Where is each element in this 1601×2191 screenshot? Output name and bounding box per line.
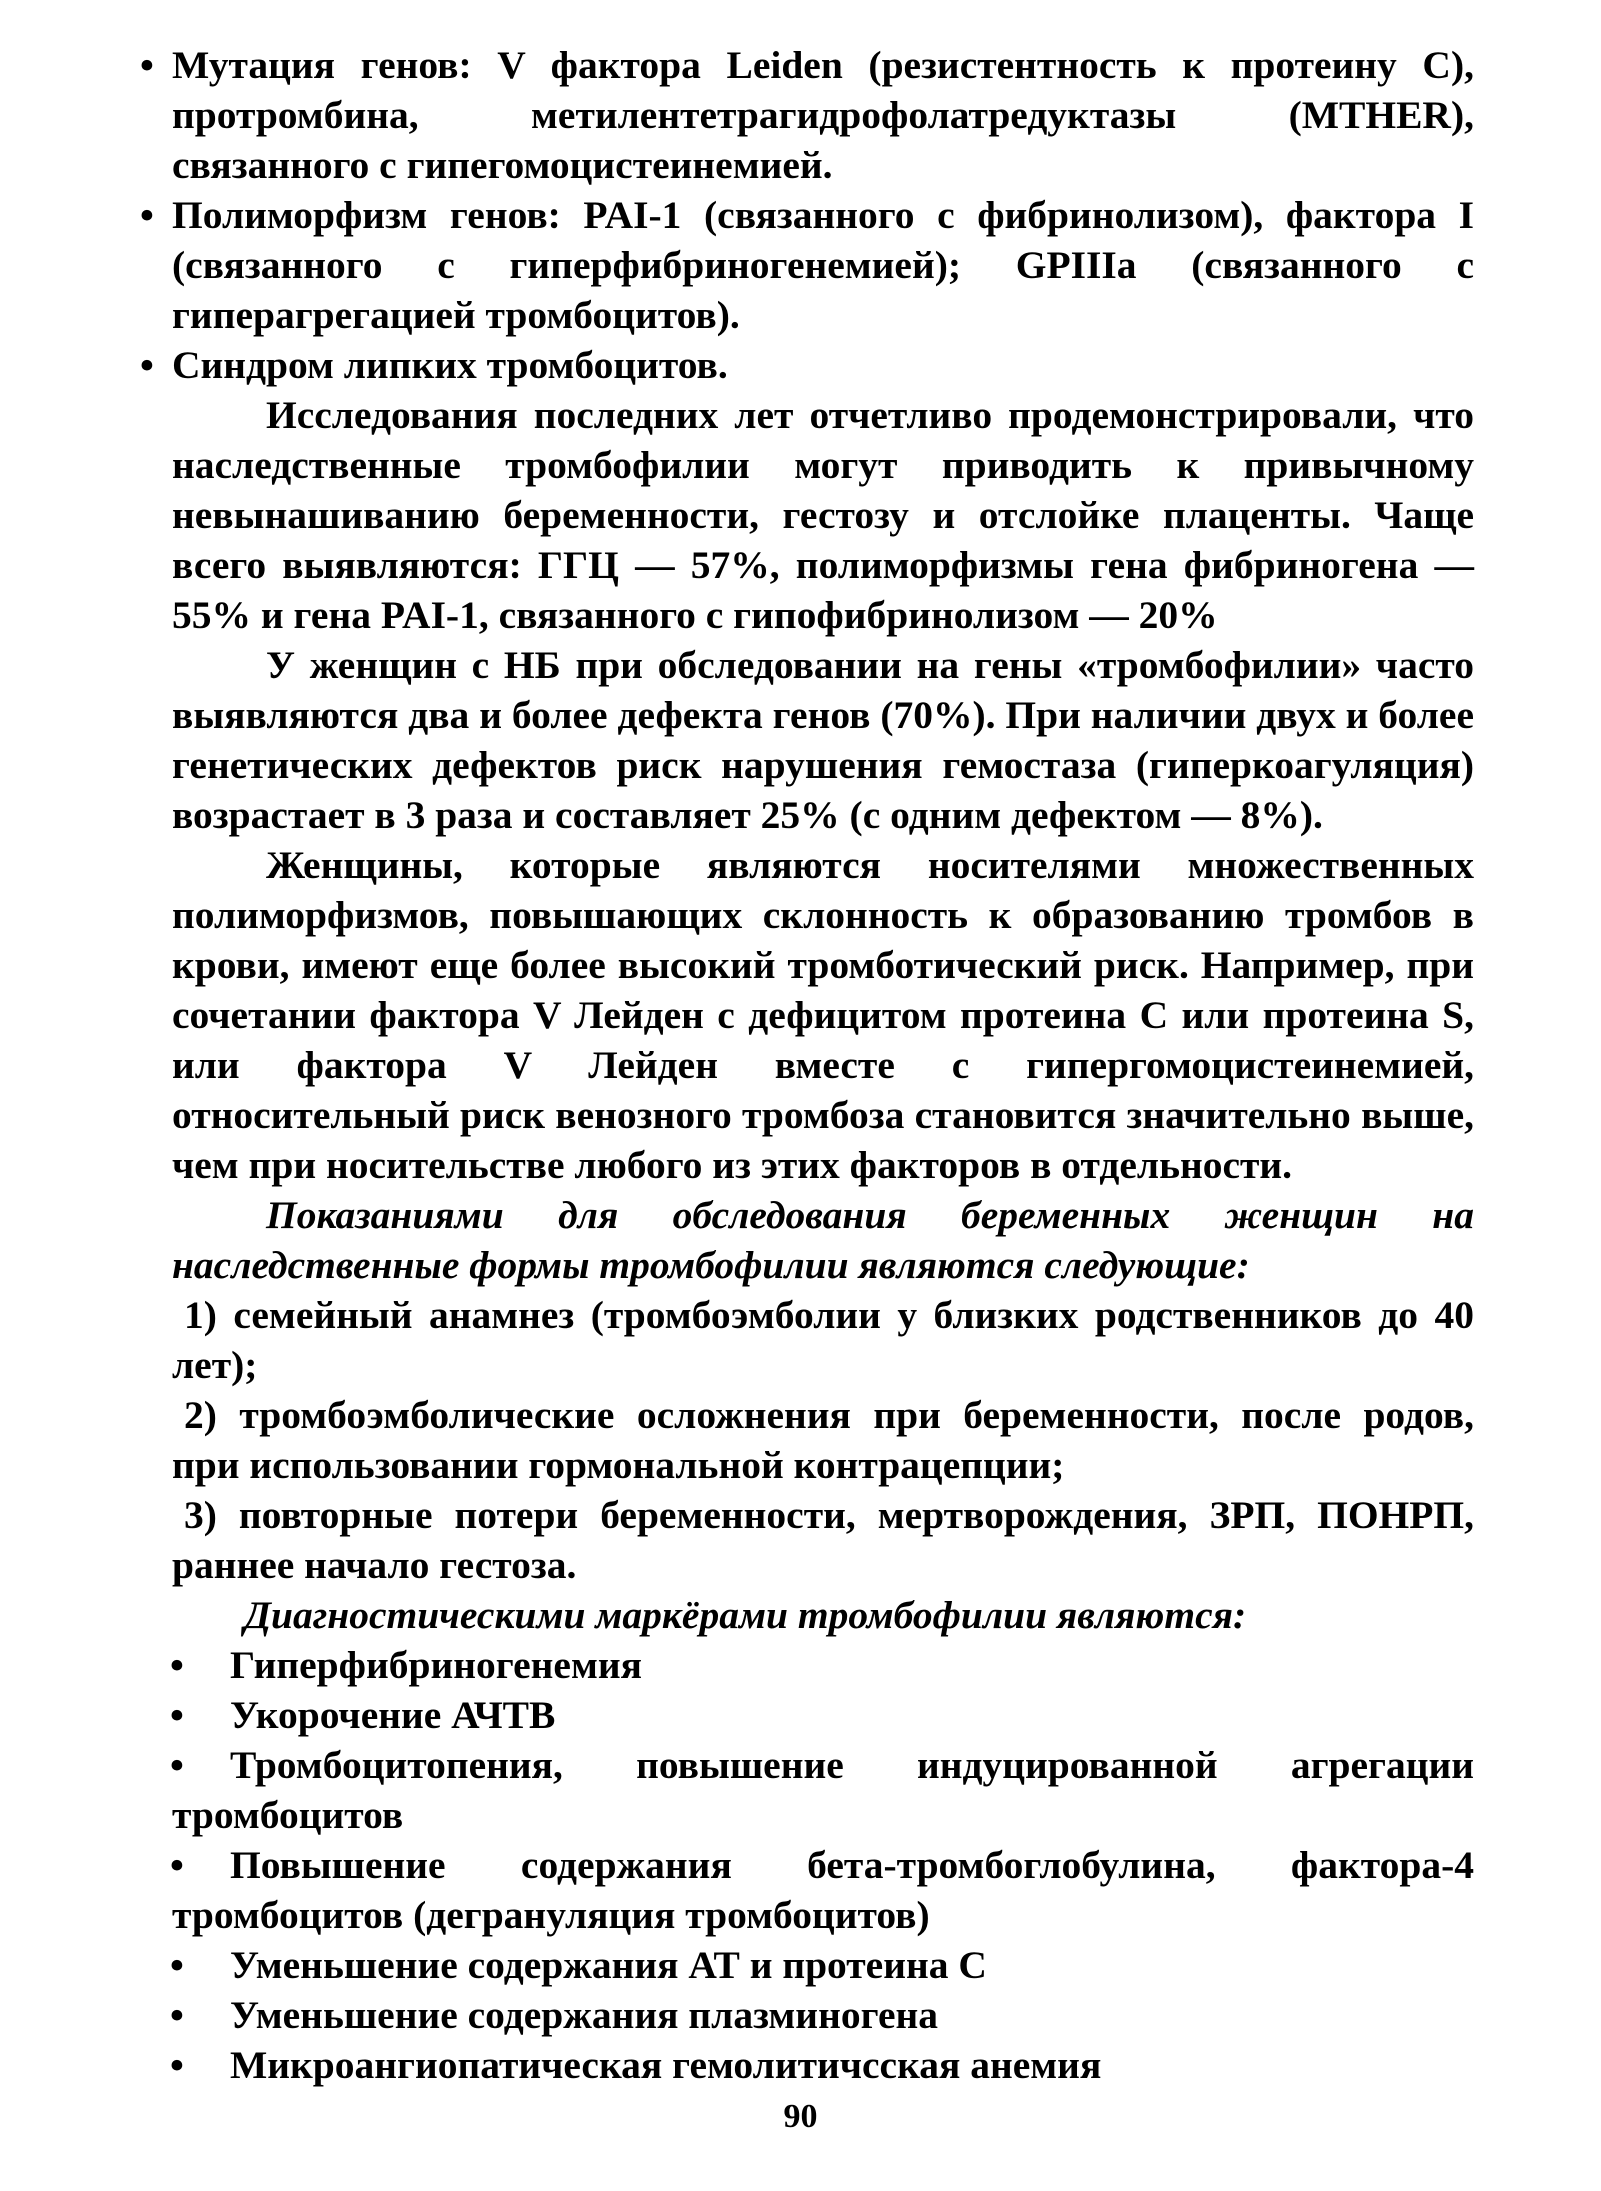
markers-heading: Диагностическими маркёрами тромбофилии являются: xyxy=(244,1593,1247,1637)
bullet-icon: • xyxy=(140,343,154,387)
list-item-text: Синдром липких тромбоцитов. xyxy=(172,343,728,387)
marker-item xyxy=(172,1640,1474,1690)
bullet-icon: • xyxy=(170,2043,184,2087)
page-text xyxy=(140,40,1474,2090)
bullet-icon: • xyxy=(140,43,154,87)
numbered-item: 3) повторные потери беременности, мертворождения, ЗРП, ПОНРП, раннее начало гестоза. xyxy=(172,1493,1474,1587)
marker-text: Тромбоцитопения, повышение индуцированной агрегации тромбоцитов xyxy=(172,1743,1474,1837)
paragraph: Исследования последних лет отчетливо продемонстрировали, что наследственные тромбофилии могут приводить к привычному невынашиванию беременности, гестозу и отслойке плаценты. Чаще всего выявляются: ГГЦ — 57%, полиморфизмы гена фибриногена — 55% и гена PAI-1, связанного с гипофибринолизом — 20% xyxy=(172,393,1474,637)
marker-text: Уменьшение содержания АТ и протеина С xyxy=(230,1943,987,1987)
marker-text: Повышение содержания бета-тромбоглобулина, фактора-4 тромбоцитов (дегрануляция тромбоцитов) xyxy=(172,1843,1474,1937)
marker-item xyxy=(172,1840,1474,1940)
numbered-item: 1) семейный анамнез (тромбоэмболии у близких родственников до 40 лет); xyxy=(172,1293,1474,1387)
markers-list xyxy=(172,1640,1474,2090)
bullet-icon: • xyxy=(140,193,154,237)
marker-text: Гиперфибриногенемия xyxy=(230,1643,642,1687)
numbered-item: 2) тромбоэмболические осложнения при беременности, после родов, при использовании гормональной контрацепции; xyxy=(172,1393,1474,1487)
bullet-icon: • xyxy=(170,1843,184,1887)
bullet-icon: • xyxy=(170,1943,184,1987)
marker-text: Уменьшение содержания плазминогена xyxy=(230,1993,939,2037)
marker-item xyxy=(172,1690,1474,1740)
paragraph: Женщины, которые являются носителями множественных полиморфизмов, повышающих склонность к образованию тромбов в крови, имеют еще более высокий тромботический риск. Например, при сочетании фактора V Лейден с дефицитом протеина С или протеина S, или фактора V Лейден вместе с гипергомоцистеинемией, относительный риск венозного тромбоза становится значительно выше, чем при носительстве любого из этих факторов в отдельности. xyxy=(172,843,1474,1187)
list-item-text: Полиморфизм генов: PAI-1 (связанного с фибринолизом), фактора I (связанного с гиперфибриногенемией); GPIIIa (связанного с гиперагрегацией тромбоцитов). xyxy=(172,193,1474,337)
bullet-icon: • xyxy=(170,1993,184,2037)
list-item xyxy=(140,40,1474,190)
indications-heading: Показаниями для обследования беременных женщин на наследственные формы тромбофилии являются следующие: xyxy=(172,1193,1474,1287)
marker-item xyxy=(172,1990,1474,2040)
page-number: 90 xyxy=(783,2098,818,2135)
list-item-text: Мутация генов: V фактора Leiden (резистентность к протеину С), протромбина, метилентетрагидрофолатредуктазы (MTHER), связанного с гипегомоцистеинемией. xyxy=(172,43,1474,187)
list-item xyxy=(140,190,1474,340)
bullet-icon: • xyxy=(170,1693,184,1737)
marker-item xyxy=(172,1940,1474,1990)
bullet-icon: • xyxy=(170,1743,184,1787)
marker-text: Микроангиопатическая гемолитичсская анемия xyxy=(230,2043,1102,2087)
marker-item xyxy=(172,1740,1474,1840)
list-item xyxy=(140,340,1474,390)
marker-text: Укорочение АЧТВ xyxy=(230,1693,556,1737)
marker-item xyxy=(172,2040,1474,2090)
paragraph: У женщин с НБ при обследовании на гены «тромбофилии» часто выявляются два и более дефекта генов (70%). При наличии двух и более генетических дефектов риск нарушения гемостаза (гиперкоагуляция) возрастает в 3 раза и составляет 25% (с одним дефектом — 8%). xyxy=(172,643,1474,837)
bullet-icon: • xyxy=(170,1643,184,1687)
